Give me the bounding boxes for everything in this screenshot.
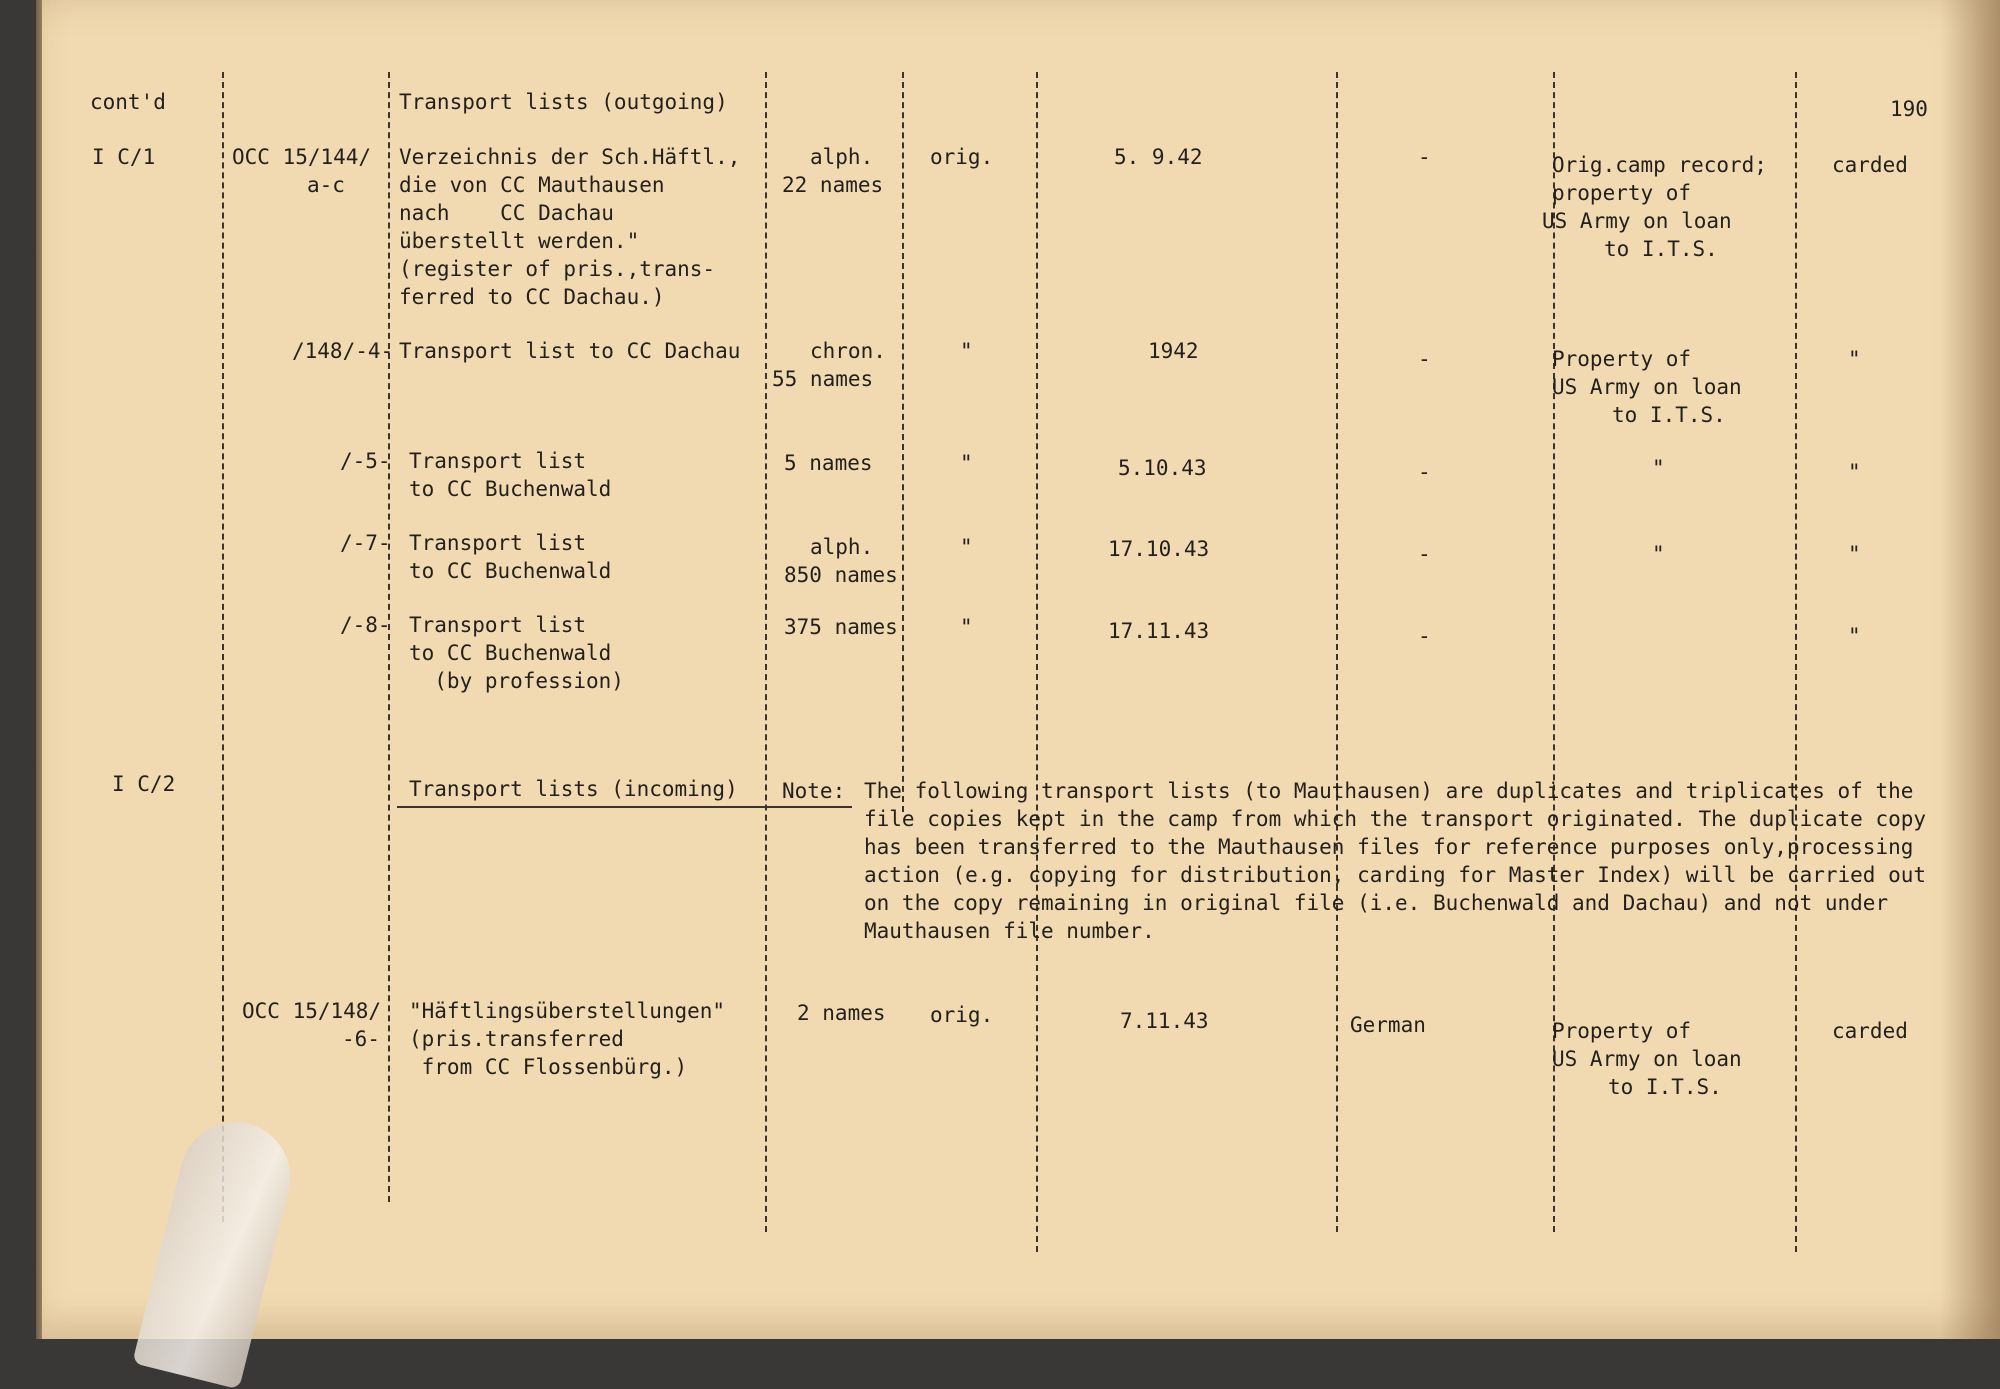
arrangement: 2 names <box>797 1001 886 1025</box>
form: " <box>960 615 973 639</box>
status: " <box>1848 542 1861 566</box>
date: 17.11.43 <box>1108 619 1210 643</box>
status: " <box>1848 624 1861 648</box>
remarks-line: US Army on loan <box>1542 209 1732 233</box>
form: orig. <box>930 1003 994 1027</box>
remarks-line: to I.T.S. <box>1604 237 1718 261</box>
remarks-line: " <box>1652 456 1665 480</box>
incoming-heading-rule <box>397 806 852 808</box>
status: carded <box>1832 153 1908 177</box>
description-line: to CC Buchenwald <box>409 477 612 501</box>
ledger-page <box>42 0 2000 1339</box>
description-line: (pris.transferred <box>409 1027 624 1051</box>
remarks-line: US Army on loan <box>1552 375 1742 399</box>
language: - <box>1418 145 1431 169</box>
description-line: to CC Buchenwald <box>409 641 612 665</box>
section-heading-outgoing: Transport lists (outgoing) <box>399 90 728 114</box>
language: German <box>1350 1013 1426 1037</box>
form: " <box>960 339 973 363</box>
description-line: (register of pris.,trans- <box>399 257 716 281</box>
entry-label-ic2: I C/2 <box>112 772 176 796</box>
entry-label-ic1: I C/1 <box>92 145 156 169</box>
remarks-line: Property of <box>1552 347 1692 371</box>
remarks-line: property of <box>1552 181 1692 205</box>
ref-number: OCC 15/148/ <box>242 999 382 1023</box>
ref-number: OCC 15/144/ <box>232 145 372 169</box>
date: 7.11.43 <box>1120 1009 1209 1033</box>
language: - <box>1418 460 1431 484</box>
column-rule <box>1336 72 1338 1232</box>
arrangement: 375 names <box>784 615 898 639</box>
remarks-line: US Army on loan <box>1552 1047 1742 1071</box>
status: carded <box>1832 1019 1908 1043</box>
form: " <box>960 535 973 559</box>
ref-number: /148/-4- <box>292 339 394 363</box>
column-rule <box>1036 72 1038 1252</box>
arrangement: alph. <box>810 145 874 169</box>
column-rule <box>1795 72 1797 1252</box>
date: 17.10.43 <box>1108 537 1210 561</box>
arrangement: chron. <box>810 339 886 363</box>
form: " <box>960 451 973 475</box>
status: " <box>1848 460 1861 484</box>
date: 5.10.43 <box>1118 456 1207 480</box>
column-rule <box>765 72 767 1232</box>
description-line: die von CC Mauthausen <box>399 173 665 197</box>
description-line: Transport list <box>409 449 587 473</box>
language: - <box>1418 542 1431 566</box>
description-line: Verzeichnis der Sch.Häftl., <box>399 145 741 169</box>
arrangement: 5 names <box>784 451 873 475</box>
description-line: ferred to CC Dachau.) <box>399 285 665 309</box>
description-line: Transport list <box>409 531 587 555</box>
language: - <box>1418 347 1431 371</box>
description-line: from CC Flossenbürg.) <box>409 1055 688 1079</box>
language: - <box>1418 624 1431 648</box>
note-text: The following transport lists (to Mauthausen) are duplicates and triplicates of the file copies kept in the camp from which the transport originated. The duplicate copy has been transferred to the Mauthausen files for reference purposes only,processing action (e.g. copying for distribution, carding for Master Index) will be carried out on the copy remaining in original file (i.e. Buchenwald and Dachau) and not under Mauthausen file number. <box>864 779 1927 943</box>
description-line: "Häftlingsüberstellungen" <box>409 999 726 1023</box>
remarks-line: to I.T.S. <box>1612 403 1726 427</box>
section-heading-incoming: Transport lists (incoming) <box>409 777 738 801</box>
page-shadow <box>1940 0 2000 1339</box>
ref-number: /-7- <box>340 531 391 555</box>
arrangement: alph. <box>810 535 874 559</box>
column-rule <box>902 72 904 812</box>
ref-number: /-8- <box>340 613 391 637</box>
description-line: to CC Buchenwald <box>409 559 612 583</box>
date: 1942 <box>1148 339 1199 363</box>
column-rule <box>222 72 224 1222</box>
ref-suffix: -6- <box>342 1027 380 1051</box>
page-number: 190 <box>1890 97 1928 121</box>
note-label: Note: <box>782 779 846 803</box>
thumb-shadow <box>132 1111 302 1389</box>
ref-number: /-5- <box>340 449 391 473</box>
description-line: Transport list to CC Dachau <box>399 339 741 363</box>
ref-suffix: a-c <box>307 173 345 197</box>
contd-label: cont'd <box>90 90 166 114</box>
description-line: (by profession) <box>409 669 624 693</box>
remarks-line: to I.T.S. <box>1608 1075 1722 1099</box>
arrangement: 55 names <box>772 367 874 391</box>
form: orig. <box>930 145 994 169</box>
arrangement: 22 names <box>782 173 884 197</box>
date: 5. 9.42 <box>1114 145 1203 169</box>
remarks-line: Property of <box>1552 1019 1692 1043</box>
status: " <box>1848 347 1861 371</box>
description-line: nach CC Dachau <box>399 201 614 225</box>
description-line: Transport list <box>409 613 587 637</box>
remarks-line: " <box>1652 542 1665 566</box>
arrangement: 850 names <box>784 563 898 587</box>
remarks-line: Orig.camp record; <box>1552 153 1767 177</box>
description-line: überstellt werden." <box>399 229 640 253</box>
